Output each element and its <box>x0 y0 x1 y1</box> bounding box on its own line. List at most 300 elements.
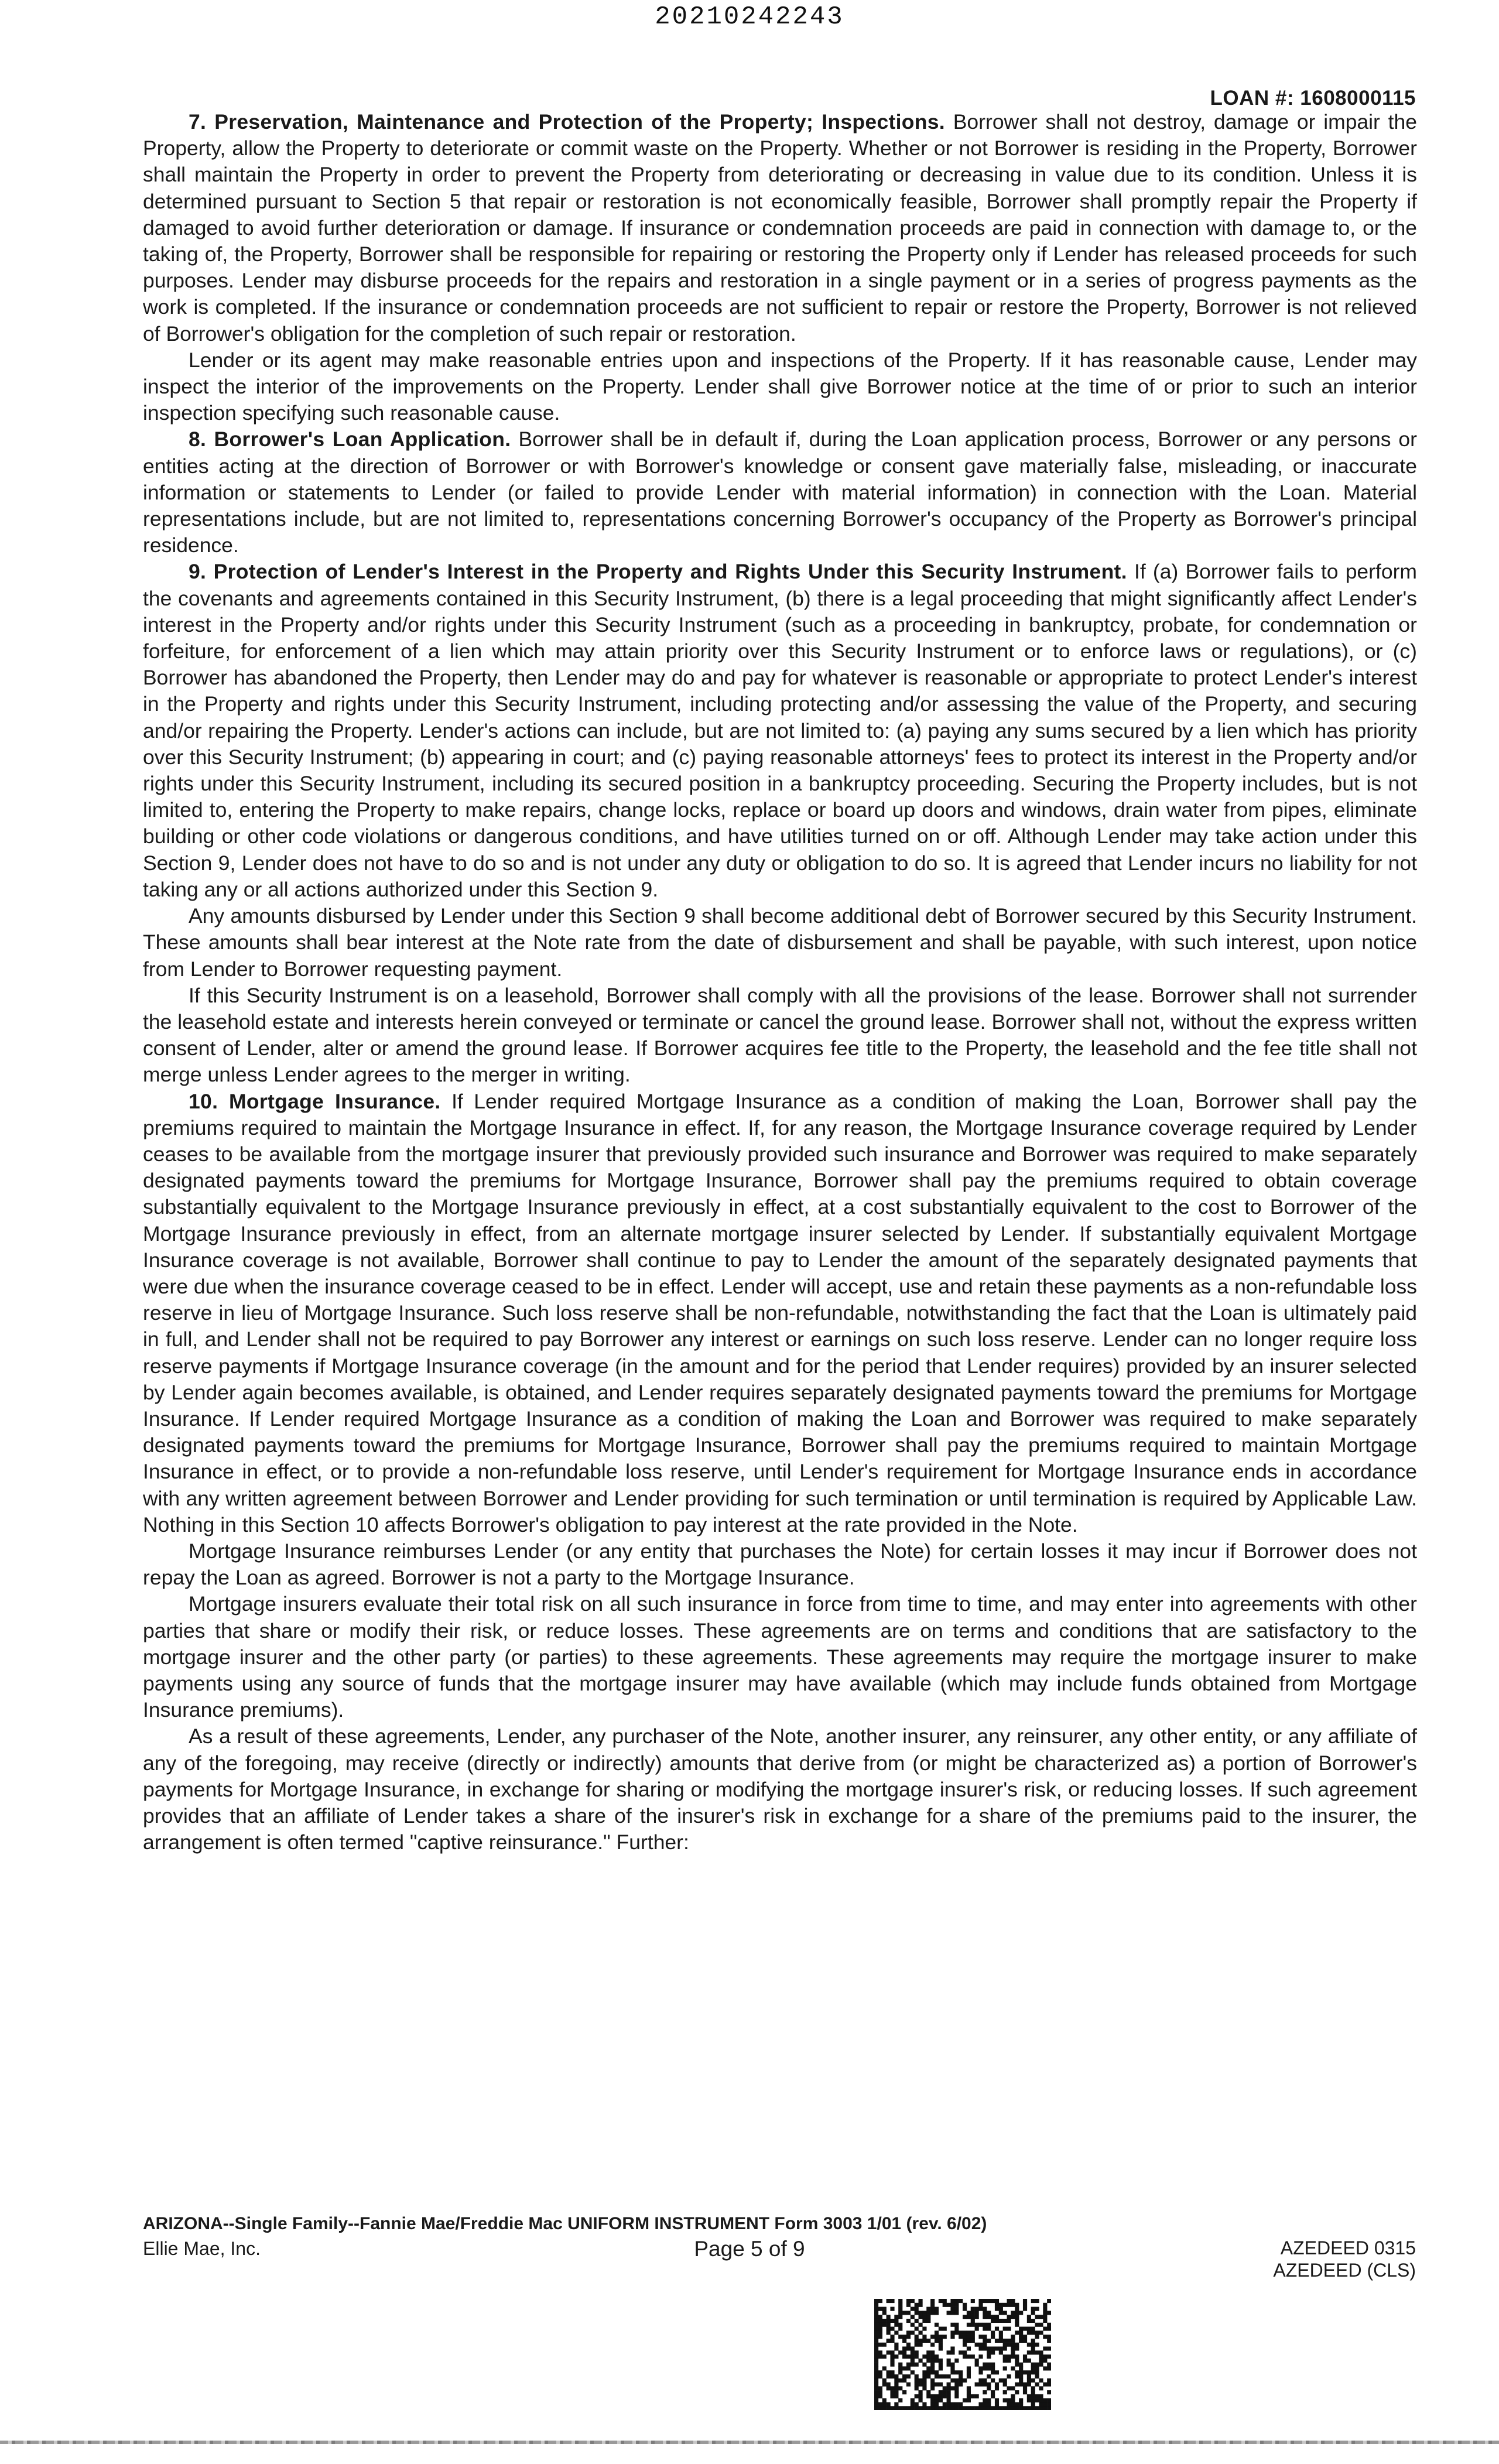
barcode-module <box>878 2374 882 2379</box>
barcode-module <box>991 2335 995 2339</box>
barcode-module <box>915 2350 919 2355</box>
barcode-module <box>915 2327 919 2331</box>
barcode-module <box>967 2315 971 2319</box>
barcode-module <box>978 2402 983 2406</box>
barcode-module <box>975 2343 979 2347</box>
barcode-module <box>1039 2406 1043 2410</box>
barcode-module <box>1023 2355 1027 2359</box>
barcode-module <box>1031 2379 1035 2383</box>
barcode-module <box>926 2311 930 2315</box>
barcode-module <box>1047 2339 1051 2343</box>
barcode-module <box>911 2355 915 2359</box>
barcode-module <box>983 2366 987 2370</box>
barcode-module <box>991 2319 995 2323</box>
barcode-module <box>1007 2315 1011 2319</box>
barcode-module <box>890 2406 894 2410</box>
barcode-module <box>943 2406 947 2410</box>
barcode-module <box>963 2315 967 2319</box>
barcode-module <box>930 2311 935 2315</box>
barcode-module <box>874 2303 878 2307</box>
barcode-module <box>983 2343 987 2347</box>
barcode-module <box>983 2379 987 2383</box>
barcode-module <box>1015 2383 1019 2387</box>
barcode-module <box>995 2386 999 2390</box>
barcode-module <box>1047 2402 1051 2406</box>
barcode-module <box>874 2335 878 2339</box>
barcode-module <box>906 2299 911 2303</box>
barcode-module <box>995 2315 999 2319</box>
barcode-module <box>874 2366 878 2370</box>
barcode-module <box>915 2406 919 2410</box>
barcode-module <box>906 2319 911 2323</box>
barcode-module <box>926 2370 930 2374</box>
section-8-paragraph-1 <box>143 426 1417 559</box>
barcode-module <box>1007 2339 1011 2343</box>
barcode-module <box>911 2359 915 2363</box>
barcode-module <box>983 2390 987 2394</box>
barcode-module <box>1023 2299 1027 2303</box>
barcode-module <box>1039 2350 1043 2355</box>
barcode-module <box>975 2363 979 2367</box>
barcode-module <box>898 2299 902 2303</box>
footer-form-line: ARIZONA--Single Family--Fannie Mae/Freddie Mac UNIFORM INSTRUMENT Form 3003 1/01 (rev. 6/02) <box>143 2214 987 2233</box>
barcode-module <box>971 2319 975 2323</box>
barcode-module <box>950 2379 954 2383</box>
barcode-module <box>1011 2299 1015 2303</box>
barcode-module <box>1011 2315 1015 2319</box>
barcode-module <box>1027 2370 1031 2374</box>
barcode-module <box>1039 2330 1043 2335</box>
barcode-module <box>915 2363 919 2367</box>
barcode-module <box>894 2330 898 2335</box>
barcode-module <box>911 2406 915 2410</box>
barcode-module <box>878 2315 882 2319</box>
barcode-module <box>1015 2406 1019 2410</box>
barcode-module <box>915 2343 919 2347</box>
barcode-module <box>991 2346 995 2350</box>
barcode-module <box>939 2339 943 2343</box>
barcode-module <box>954 2303 959 2307</box>
barcode-module <box>894 2379 898 2383</box>
section-7-paragraph-2: Lender or its agent may make reasonable entries upon and inspections of the Property. If it has reasonable cause, Lender may inspect the interior of the improvements on the Property. Lender shall give Borrower notice at the time of or prior to such an interior inspection specifying such reasonable cause. <box>143 348 1417 425</box>
barcode-module <box>959 2383 963 2387</box>
barcode-module <box>894 2383 898 2387</box>
barcode-module <box>971 2406 975 2410</box>
barcode-module <box>915 2383 919 2387</box>
barcode-module <box>954 2299 959 2303</box>
barcode-module <box>1047 2383 1051 2387</box>
barcode-module <box>967 2323 971 2327</box>
barcode-module <box>987 2363 991 2367</box>
barcode-module <box>887 2350 891 2355</box>
barcode-module <box>995 2398 999 2403</box>
barcode-module <box>919 2359 923 2363</box>
barcode-module <box>922 2339 926 2343</box>
barcode-module <box>935 2374 939 2379</box>
barcode-module <box>1007 2406 1011 2410</box>
barcode-module <box>930 2370 935 2374</box>
barcode-module <box>894 2374 898 2379</box>
barcode-module <box>894 2346 898 2350</box>
barcode-module <box>1047 2363 1051 2367</box>
barcode-module <box>1027 2359 1031 2363</box>
barcode-module <box>1023 2386 1027 2390</box>
section-10-paragraph-3: Mortgage insurers evaluate their total risk on all such insurance in force from time to time, and may enter into agreements with other parties that share or modify their risk, or reduce losses. These agreements are on terms and conditions that are satisfactory to the mortgage insurer and the other party (or parties) to these agreements. These agreements may require the mortgage insurer to make payments using any source of funds that the mortgage insurer may have available (which may include funds obtained from Mortgage Insurance premiums). <box>143 1592 1417 1722</box>
barcode-module <box>1031 2390 1035 2394</box>
barcode-module <box>987 2311 991 2315</box>
barcode-module <box>1015 2343 1019 2347</box>
barcode-module <box>971 2311 975 2315</box>
barcode-module <box>898 2303 902 2307</box>
barcode-module <box>991 2366 995 2370</box>
barcode-module <box>898 2398 902 2403</box>
barcode-module <box>911 2299 915 2303</box>
barcode-module <box>1011 2311 1015 2315</box>
barcode-module <box>1035 2350 1039 2355</box>
barcode-module <box>874 2343 878 2347</box>
barcode-module <box>922 2315 926 2319</box>
barcode-module <box>926 2319 930 2323</box>
barcode-module <box>1047 2355 1051 2359</box>
barcode-module <box>950 2330 954 2335</box>
barcode-module <box>911 2330 915 2335</box>
barcode-module <box>906 2406 911 2410</box>
barcode-module <box>902 2379 906 2383</box>
scan-edge-line <box>0 2441 1499 2444</box>
barcode-module <box>971 2355 975 2359</box>
barcode-module <box>902 2339 906 2343</box>
barcode-module <box>1027 2383 1031 2387</box>
barcode-module <box>1035 2335 1039 2339</box>
barcode-module <box>959 2406 963 2410</box>
barcode-module <box>991 2363 995 2367</box>
barcode-module <box>906 2346 911 2350</box>
barcode-module <box>954 2379 959 2383</box>
barcode-module <box>878 2406 882 2410</box>
barcode-module <box>930 2363 935 2367</box>
barcode-module <box>878 2330 882 2335</box>
barcode-module <box>1011 2346 1015 2350</box>
barcode-module <box>975 2359 979 2363</box>
barcode-module <box>950 2350 954 2355</box>
barcode-module <box>1043 2327 1047 2331</box>
barcode-module <box>978 2355 983 2359</box>
barcode-module <box>926 2359 930 2363</box>
barcode-module <box>890 2350 894 2355</box>
barcode-module <box>911 2370 915 2374</box>
barcode-module <box>1027 2406 1031 2410</box>
barcode-module <box>1031 2394 1035 2398</box>
barcode-module <box>995 2319 999 2323</box>
barcode-module <box>890 2319 894 2323</box>
barcode-module <box>978 2343 983 2347</box>
barcode-module <box>1015 2402 1019 2406</box>
barcode-module <box>1019 2366 1023 2370</box>
barcode-module <box>954 2311 959 2315</box>
barcode-module <box>926 2406 930 2410</box>
barcode-module <box>983 2323 987 2327</box>
barcode-module <box>947 2406 951 2410</box>
barcode-module <box>978 2299 983 2303</box>
barcode-module <box>1027 2374 1031 2379</box>
barcode-module <box>943 2390 947 2394</box>
barcode-module <box>1031 2307 1035 2311</box>
barcode-module <box>874 2370 878 2374</box>
barcode-module <box>922 2379 926 2383</box>
barcode-module <box>1043 2398 1047 2403</box>
barcode-module <box>874 2374 878 2379</box>
barcode-module <box>1003 2359 1007 2363</box>
barcode-module <box>926 2366 930 2370</box>
barcode-module <box>971 2339 975 2343</box>
barcode-module <box>1019 2311 1023 2315</box>
barcode-module <box>983 2398 987 2403</box>
barcode-module <box>1031 2311 1035 2315</box>
barcode-module <box>902 2346 906 2350</box>
barcode-module <box>975 2311 979 2315</box>
barcode-module <box>935 2383 939 2387</box>
barcode-module <box>971 2323 975 2327</box>
barcode-module <box>999 2319 1003 2323</box>
barcode-module <box>995 2339 999 2343</box>
barcode-module <box>1027 2394 1031 2398</box>
barcode-module <box>919 2315 923 2319</box>
barcode-module <box>915 2374 919 2379</box>
barcode-module <box>967 2370 971 2374</box>
barcode-module <box>987 2374 991 2379</box>
barcode-module <box>1011 2350 1015 2355</box>
barcode-module <box>983 2315 987 2319</box>
barcode-module <box>1047 2379 1051 2383</box>
barcode-module <box>926 2390 930 2394</box>
barcode-module <box>987 2339 991 2343</box>
barcode-module <box>1043 2307 1047 2311</box>
barcode-module <box>950 2303 954 2307</box>
barcode-module <box>975 2383 979 2387</box>
barcode-module <box>983 2406 987 2410</box>
barcode-module <box>987 2350 991 2355</box>
barcode-module <box>1039 2398 1043 2403</box>
barcode-module <box>975 2323 979 2327</box>
barcode-module <box>1003 2343 1007 2347</box>
barcode-module <box>967 2311 971 2315</box>
barcode-module <box>882 2406 887 2410</box>
barcode-module <box>954 2390 959 2394</box>
barcode-module <box>1011 2398 1015 2403</box>
barcode-module <box>898 2379 902 2383</box>
barcode-module <box>882 2311 887 2315</box>
barcode-module <box>1023 2383 1027 2387</box>
barcode-module <box>959 2330 963 2335</box>
barcode-module <box>1015 2363 1019 2367</box>
barcode-module <box>915 2307 919 2311</box>
barcode-module <box>878 2394 882 2398</box>
barcode-module <box>987 2299 991 2303</box>
barcode-module <box>935 2394 939 2398</box>
barcode-module <box>967 2386 971 2390</box>
barcode-module <box>978 2370 983 2374</box>
barcode-module <box>987 2383 991 2387</box>
barcode-module <box>1031 2343 1035 2347</box>
barcode-module <box>1011 2343 1015 2347</box>
barcode-module <box>1019 2370 1023 2374</box>
barcode-module <box>930 2307 935 2311</box>
barcode-module <box>1011 2394 1015 2398</box>
barcode-module <box>1007 2355 1011 2359</box>
barcode-module <box>878 2335 882 2339</box>
barcode-module <box>1035 2330 1039 2335</box>
barcode-module <box>1027 2398 1031 2403</box>
barcode-module <box>919 2330 923 2335</box>
barcode-module <box>1039 2379 1043 2383</box>
barcode-module <box>939 2359 943 2363</box>
barcode-module <box>930 2343 935 2347</box>
barcode-module <box>1039 2315 1043 2319</box>
barcode-module <box>1011 2406 1015 2410</box>
barcode-module <box>874 2311 878 2315</box>
barcode-module <box>898 2363 902 2367</box>
barcode-module <box>1039 2402 1043 2406</box>
barcode-module <box>1019 2327 1023 2331</box>
barcode-module <box>995 2383 999 2387</box>
barcode-module <box>1015 2303 1019 2307</box>
section-10-text: If Lender required Mortgage Insurance as a condition of making the Loan, Borrower shall pay the premiums required to maintain the Mortgage Insurance in effect. If, for any reason, the Mortgage Insurance coverage required by Lender ceases to be available from the mortgage insurer that previously provided such insurance and Borrower was required to make separately designated payments toward the premiums for Mortgage Insurance, Borrower shall pay the premiums required to obtain coverage substantially equivalent to the Mortgage Insurance previously in effect, at a cost substantially equivalent to the cost to Borrower of the Mortgage Insurance previously in effect, from an alternate mortgage insurer selected by Lender. If substantially equivalent Mortgage Insurance coverage is not available, Borrower shall continue to pay to Lender the amount of the separately designated payments that were due when the insurance coverage ceased to be in effect. Lender will accept, use and retain these payments as a non-refundable loss reserve in lieu of Mortgage Insurance. Such loss reserve shall be non-refundable, notwithstanding the fact that the Loan is ultimately paid in full, and Lender shall not be required to pay Borrower any interest or earnings on such loss reserve. Lender can no longer require loss reserve payments if Mortgage Insurance coverage (in the amount and for the period that Lender requires) provided by an insurer selected by Lender again becomes available, is obtained, and Lender requires separately designated payments toward the premiums for Mortgage Insurance. If Lender required Mortgage Insurance as a condition of making the Loan and Borrower was required to make separately designated payments toward the premiums for Mortgage Insurance, Borrower shall pay the premiums required to maintain Mortgage Insurance in effect, or to provide a non-refundable loss reserve, until Lender's requirement for Mortgage Insurance ends in accordance with any written agreement between Borrower and Lender providing for such termination or until termination is required by Applicable Law. Nothing in this Section 10 affects Borrower's obligation to pay interest at the rate provided in the Note. <box>143 1089 1418 1536</box>
barcode-module <box>943 2386 947 2390</box>
barcode-module <box>947 2398 951 2403</box>
barcode-module <box>963 2303 967 2307</box>
barcode-module <box>1035 2374 1039 2379</box>
barcode-module <box>1011 2335 1015 2339</box>
barcode-module <box>1015 2323 1019 2327</box>
barcode-module <box>1043 2311 1047 2315</box>
barcode-module <box>882 2366 887 2370</box>
barcode-module <box>878 2307 882 2311</box>
barcode-module <box>1031 2406 1035 2410</box>
barcode-module <box>902 2390 906 2394</box>
barcode-module <box>971 2307 975 2311</box>
barcode-module <box>947 2402 951 2406</box>
barcode-module <box>943 2327 947 2331</box>
barcode-module <box>874 2390 878 2394</box>
barcode-module <box>890 2339 894 2343</box>
barcode-module <box>898 2307 902 2311</box>
section-10-paragraph-2: Mortgage Insurance reimburses Lender (or any entity that purchases the Note) for certain losses it may incur if Borrower does not repay the Loan as agreed. Borrower is not a party to the Mortgage Insurance. <box>143 1539 1417 1590</box>
barcode-module <box>1003 2319 1007 2323</box>
barcode-module <box>887 2406 891 2410</box>
barcode-module <box>954 2383 959 2387</box>
barcode-module <box>987 2346 991 2350</box>
barcode-module <box>991 2370 995 2374</box>
barcode-module <box>890 2355 894 2359</box>
barcode-module <box>1047 2390 1051 2394</box>
barcode-module <box>890 2394 894 2398</box>
barcode-module <box>922 2370 926 2374</box>
barcode-module <box>930 2366 935 2370</box>
barcode-module <box>987 2315 991 2319</box>
barcode-module <box>947 2350 951 2355</box>
barcode-module <box>1007 2343 1011 2347</box>
barcode-module <box>959 2370 963 2374</box>
barcode-module <box>882 2307 887 2311</box>
barcode-module <box>878 2386 882 2390</box>
barcode-module <box>967 2398 971 2403</box>
barcode-module <box>887 2383 891 2387</box>
section-7-paragraph-1 <box>143 109 1417 347</box>
barcode-module <box>930 2394 935 2398</box>
barcode-module <box>874 2402 878 2406</box>
barcode-module <box>954 2402 959 2406</box>
barcode-module <box>1035 2383 1039 2387</box>
barcode-module <box>991 2394 995 2398</box>
barcode-module <box>939 2346 943 2350</box>
barcode-module <box>1015 2370 1019 2374</box>
loan-number: LOAN #: 1608000115 <box>1210 87 1416 109</box>
barcode-module <box>894 2343 898 2347</box>
barcode-module <box>943 2394 947 2398</box>
barcode-module <box>922 2335 926 2339</box>
barcode-module <box>1035 2370 1039 2374</box>
barcode-module <box>1027 2327 1031 2331</box>
barcode-module <box>915 2303 919 2307</box>
barcode-module <box>1023 2406 1027 2410</box>
barcode-module <box>999 2335 1003 2339</box>
barcode-module <box>902 2355 906 2359</box>
barcode-module <box>898 2366 902 2370</box>
barcode-module <box>999 2311 1003 2315</box>
barcode-module <box>971 2330 975 2335</box>
barcode-module <box>971 2299 975 2303</box>
barcode-module <box>954 2406 959 2410</box>
barcode-module <box>894 2323 898 2327</box>
barcode-module <box>1047 2323 1051 2327</box>
barcode-module <box>954 2386 959 2390</box>
barcode-module <box>959 2335 963 2339</box>
barcode-module <box>999 2303 1003 2307</box>
barcode-module <box>890 2370 894 2374</box>
barcode-module <box>967 2355 971 2359</box>
barcode-module <box>919 2339 923 2343</box>
recording-number: 20210242243 <box>655 2 844 32</box>
barcode-module <box>1043 2319 1047 2323</box>
barcode-module <box>1019 2406 1023 2410</box>
barcode-module <box>959 2374 963 2379</box>
barcode-module <box>874 2379 878 2383</box>
barcode-module <box>930 2402 935 2406</box>
barcode-module <box>1019 2339 1023 2343</box>
barcode-module <box>939 2383 943 2387</box>
barcode-module <box>874 2386 878 2390</box>
barcode-module <box>894 2315 898 2319</box>
barcode-module <box>959 2350 963 2355</box>
barcode-module <box>906 2335 911 2339</box>
barcode-module <box>874 2359 878 2363</box>
barcode-module <box>1047 2335 1051 2339</box>
barcode-module <box>919 2379 923 2383</box>
barcode-module <box>983 2363 987 2367</box>
barcode-module <box>935 2311 939 2315</box>
barcode-module <box>1003 2366 1007 2370</box>
barcode-module <box>1043 2303 1047 2307</box>
barcode-module <box>1003 2390 1007 2394</box>
barcode-module <box>887 2327 891 2331</box>
form-code-1: AZEDEED 0315 <box>1280 2237 1416 2258</box>
barcode-module <box>1047 2299 1051 2303</box>
barcode-module <box>919 2303 923 2307</box>
barcode-module <box>995 2402 999 2406</box>
barcode-module <box>1007 2303 1011 2307</box>
barcode-module <box>935 2339 939 2343</box>
barcode-module <box>1027 2343 1031 2347</box>
